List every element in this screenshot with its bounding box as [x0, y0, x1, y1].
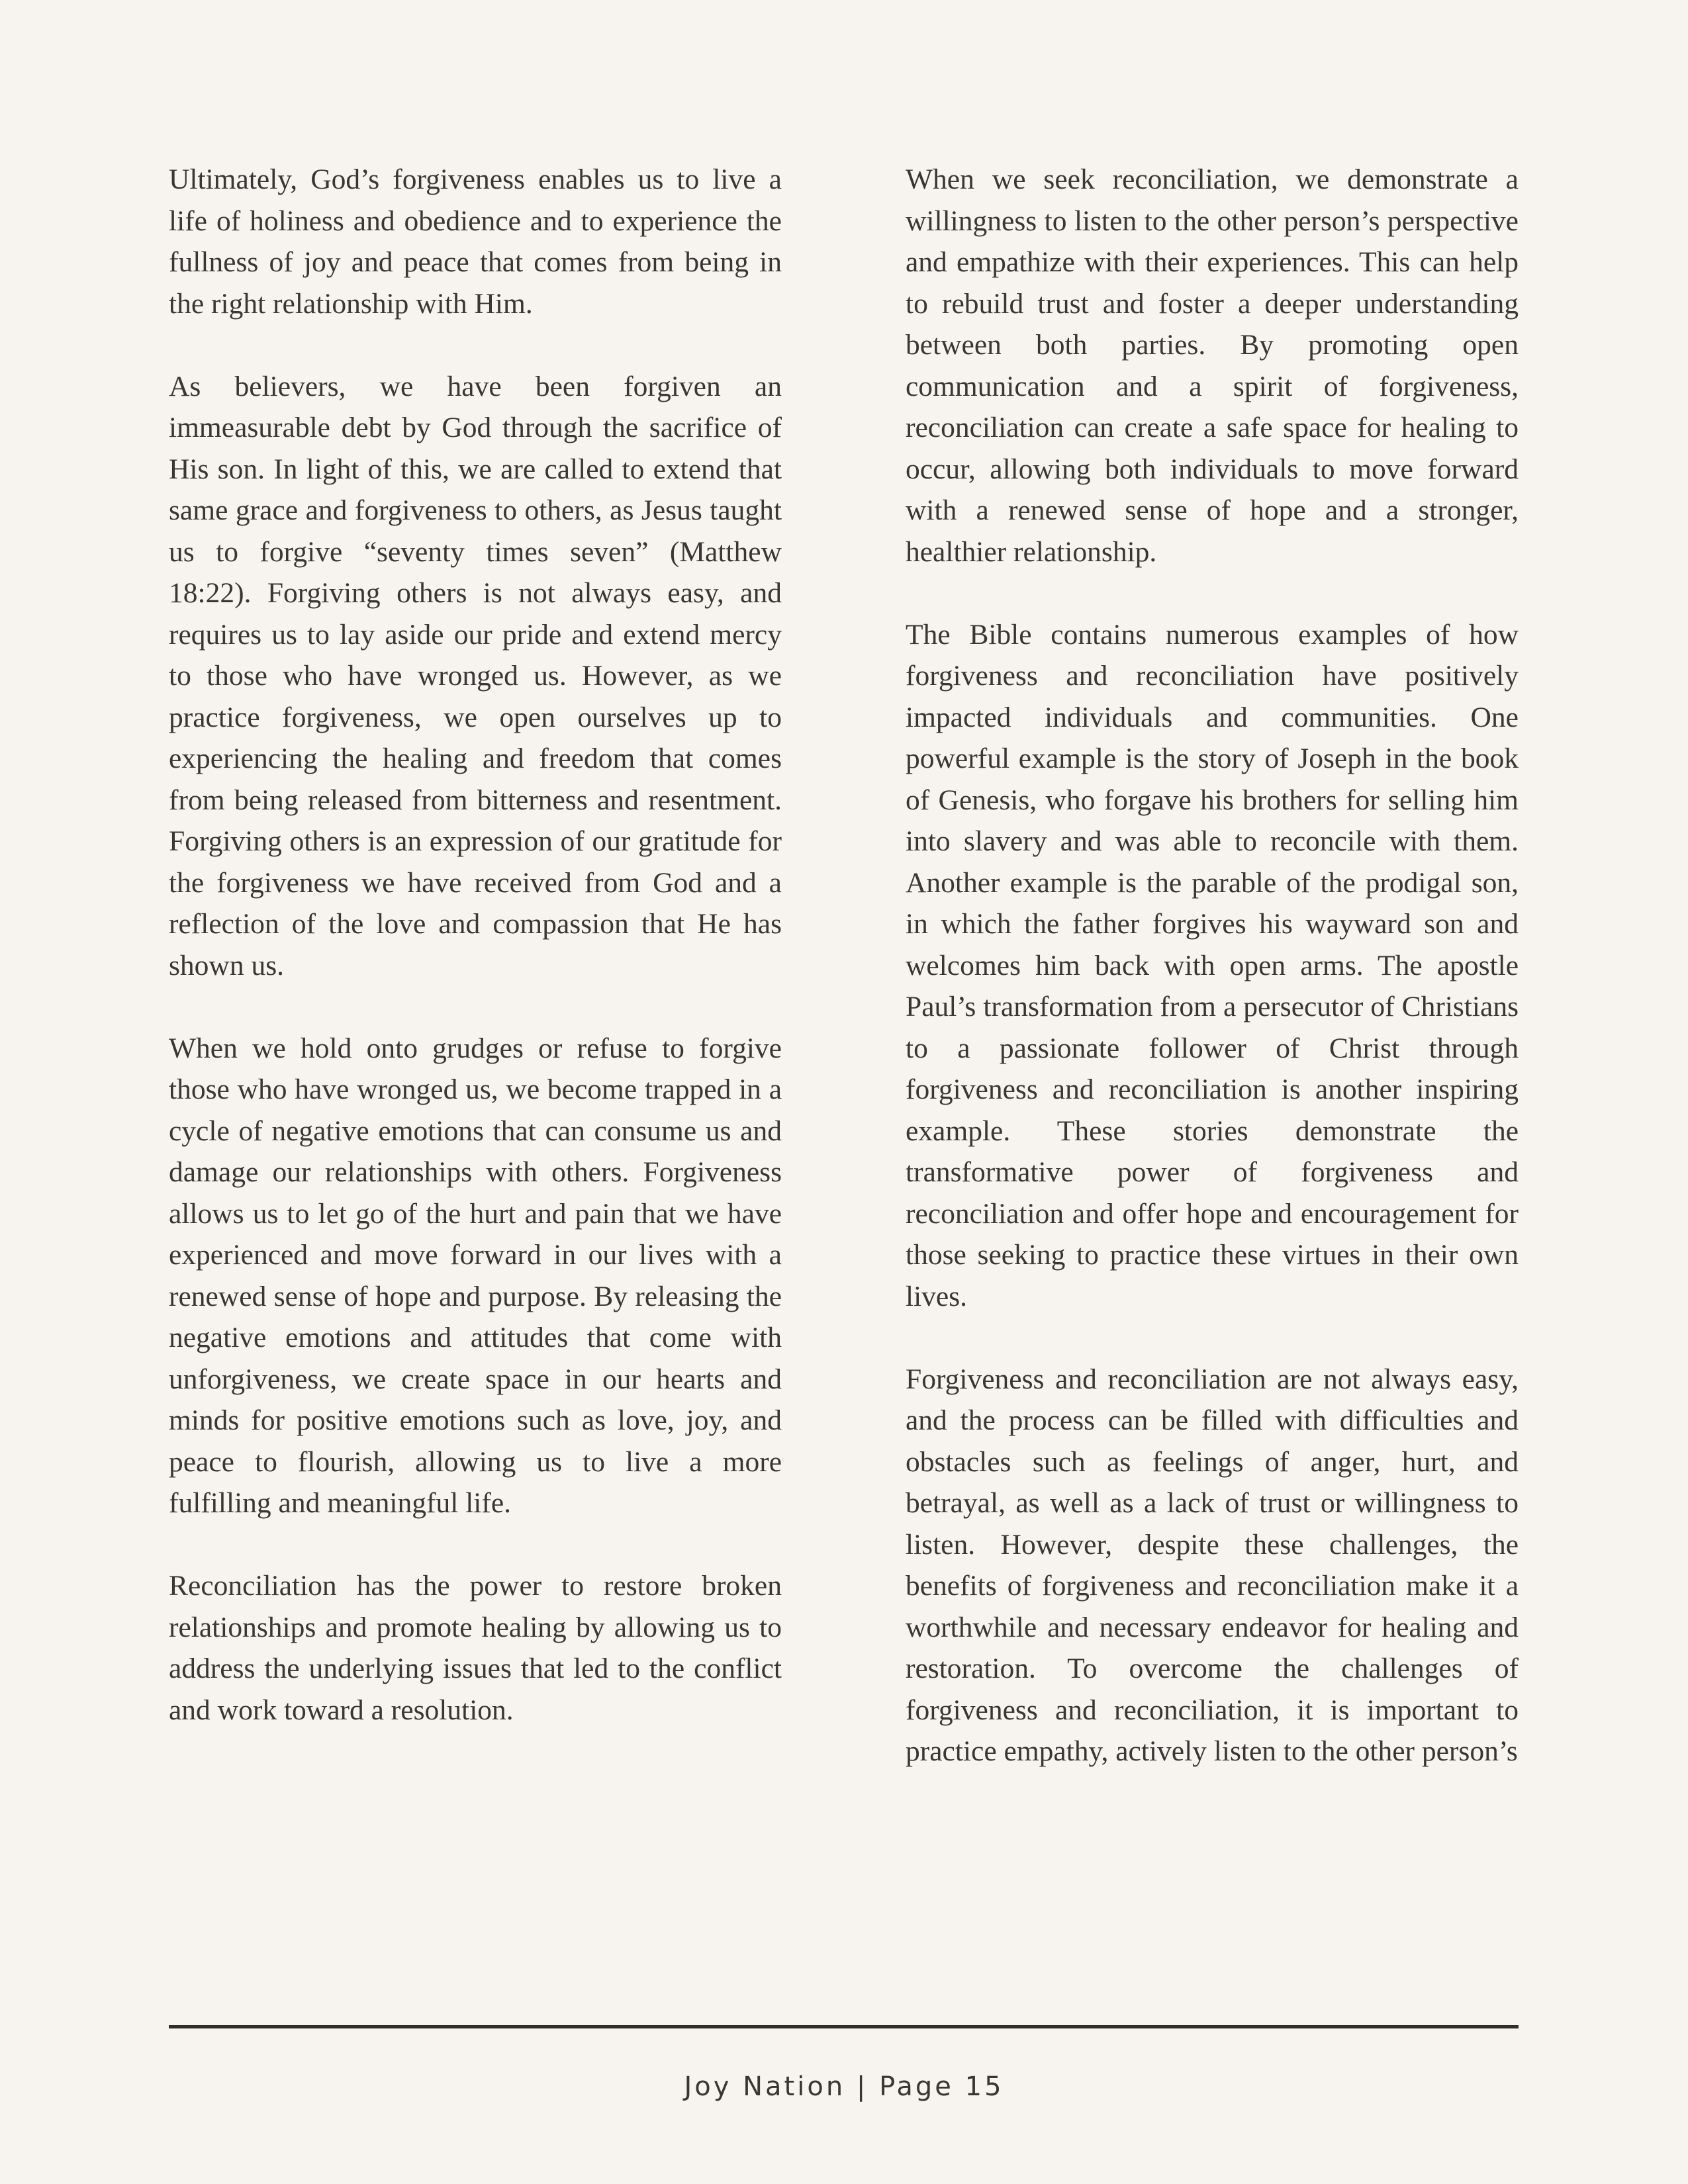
page-footer: Joy Nation | Page 15: [684, 2071, 1004, 2102]
footer-divider: [169, 2025, 1519, 2028]
paragraph: As believers, we have been forgiven an immeasurable debt by God through the sacrifice of His son. In light of this, we are called to extend that same grace and forgiveness to others, as Jesus taught us to forgive “seventy times seven” (Matthew 18:22). Forgiving others is not always easy, and requires us to lay aside our pride and extend mercy to those who have wronged us. However, as we practice forgiveness, we open ourselves up to experiencing the healing and freedom that comes from being released from bitterness and resentment. Forgiving others is an expression of our gratitude for the forgiveness we have received from God and a reflection of the love and compassion that He has shown us.: [169, 370, 782, 981]
left-column: [169, 159, 782, 1731]
right-column: [906, 159, 1519, 1772]
paragraph: When we seek reconciliation, we demonstrate a willingness to listen to the other person’s perspective and empathize with their experiences. This can help to rebuild trust and foster a deeper understanding between both parties. By promoting open communication and a spirit of forgiveness, reconciliation can create a safe space for healing to occur, allowing both individuals to move forward with a renewed sense of hope and a stronger, healthier relationship.: [906, 163, 1519, 568]
paragraph: When we hold onto grudges or refuse to forgive those who have wronged us, we become trapped in a cycle of negative emotions that can consume us and damage our relationships with others. Forgiveness allows us to let go of the hurt and pain that we have experienced and move forward in our lives with a renewed sense of hope and purpose. By releasing the negative emotions and attitudes that come with unforgiveness, we create space in our hearts and minds for positive emotions such as love, joy, and peace to flourish, allowing us to live a more fulfilling and meaningful life.: [169, 1032, 782, 1519]
paragraph: Ultimately, God’s forgiveness enables us to live a life of holiness and obedience and to experience the fullness of joy and peace that comes from being in the right relationship with Him.: [169, 163, 782, 320]
paragraph: Reconciliation has the power to restore broken relationships and promote healing by allowing us to address the underlying issues that led to the conflict and work toward a resolution.: [169, 1570, 782, 1726]
paragraph: The Bible contains numerous examples of how forgiveness and reconciliation have positively impacted individuals and communities. One powerful example is the story of Joseph in the book of Genesis, who forgave his brothers for selling him into slavery and was able to reconcile with them. Another example is the parable of the prodigal son, in which the father forgives his wayward son and welcomes him back with open arms. The apostle Paul’s transformation from a persecutor of Christians to a passionate follower of Christ through forgiveness and reconciliation is another inspiring example. These stories demonstrate the transformative power of forgiveness and reconciliation and offer hope and encouragement for those seeking to practice these virtues in their own lives.: [906, 618, 1519, 1312]
paragraph: Forgiveness and reconciliation are not always easy, and the process can be filled with difficulties and obstacles such as feelings of anger, hurt, and betrayal, as well as a lack of trust or willingness to listen. However, despite these challenges, the benefits of forgiveness and reconciliation make it a worthwhile and necessary endeavor for healing and restoration. To overcome the challenges of forgiveness and reconciliation, it is important to practice empathy, actively listen to the other person’s: [906, 1363, 1519, 1767]
